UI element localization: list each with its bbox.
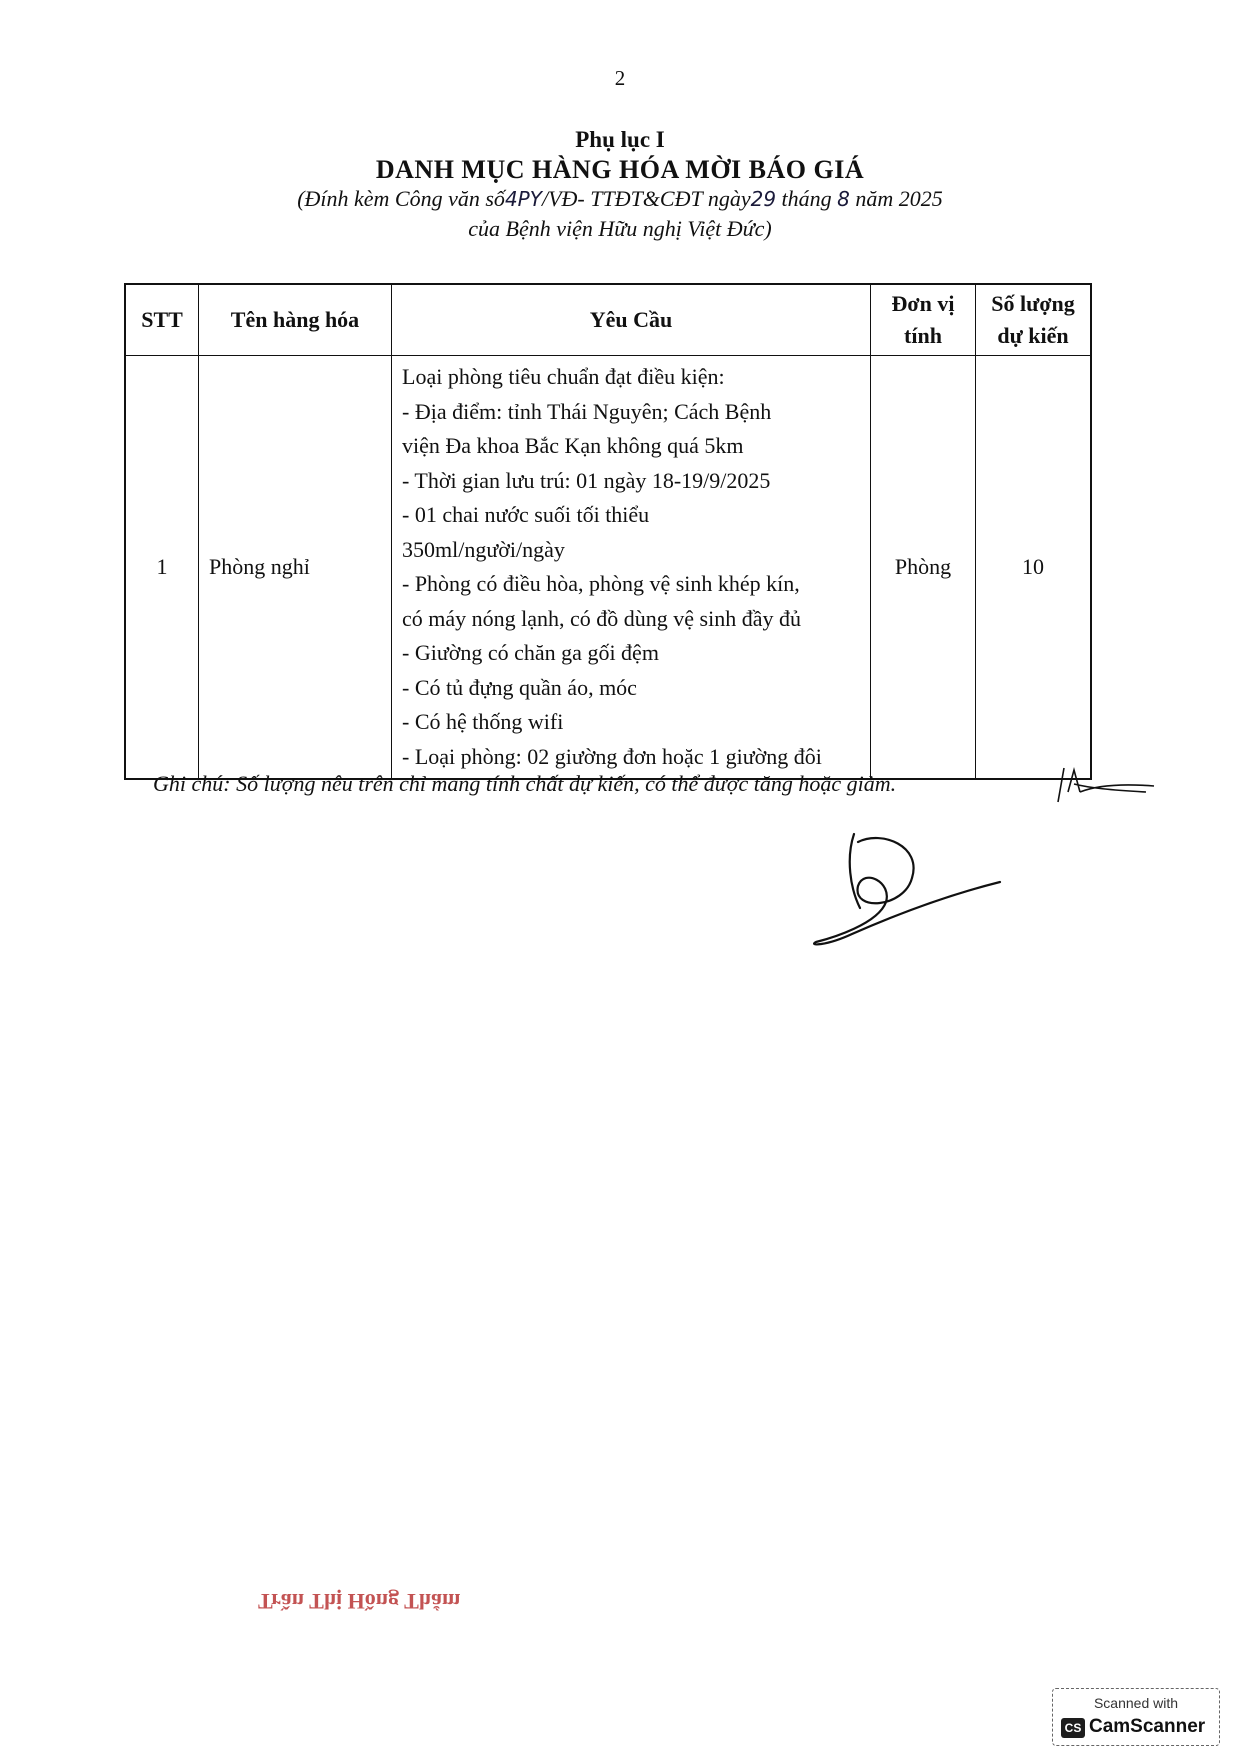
signature-icon: [812, 828, 1012, 958]
subtitle-line-2: của Bệnh viện Hữu nghị Việt Đức): [468, 216, 772, 241]
header-name: Tên hàng hóa: [199, 284, 392, 356]
cell-name: Phòng nghỉ: [199, 356, 392, 780]
requirement-line: - Giường có chăn ga gối đệm: [402, 640, 659, 665]
table-row: [125, 356, 1091, 780]
requirement-line: - Có tủ đựng quần áo, móc: [402, 674, 637, 700]
table-header-row: [125, 284, 1091, 356]
requirement-line: - 01 chai nước suối tối thiểu: [402, 502, 650, 527]
camscanner-name: CamScanner: [1089, 1716, 1206, 1737]
cell-unit: Phòng: [871, 356, 976, 780]
header-quantity: [976, 284, 1092, 356]
header-requirements: Yêu Cầu: [392, 284, 871, 356]
scanned-with-label: Scanned with: [1093, 1695, 1179, 1711]
stamp-name-text: Trần Thị Hồng Thắm: [258, 1589, 461, 1614]
subtitle-mid-1: /VĐ- TTĐT&CĐT ngày: [541, 186, 751, 211]
handwritten-day: 29: [750, 187, 777, 211]
requirement-line: - Có hệ thống wifi: [402, 709, 564, 734]
camscanner-logo-icon: CS: [1061, 1718, 1085, 1738]
requirement-line: - Thời gian lưu trú: 01 ngày 18-19/9/2025: [402, 467, 771, 493]
handwritten-doc-number: 4PY: [504, 187, 542, 211]
header-qty-line-2: dự kiến: [997, 323, 1069, 348]
cell-requirements: [392, 356, 871, 780]
cell-quantity: 10: [976, 356, 1092, 780]
requirement-line: có máy nóng lạnh, có đồ dùng vệ sinh đầy đủ: [402, 605, 801, 631]
requirement-line: - Địa điểm: tỉnh Thái Nguyên; Cách Bệnh: [402, 398, 772, 424]
page-number: 2: [614, 66, 626, 90]
subtitle-mid-2: tháng: [781, 186, 832, 211]
header-qty-line-1: Số lượng: [991, 291, 1075, 316]
initial-mark-icon: [1050, 762, 1160, 808]
requirement-line: Loại phòng tiêu chuẩn đạt điều kiện:: [402, 364, 725, 389]
header-unit-line-1: Đơn vị: [891, 291, 955, 316]
document-title: DANH MỤC HÀNG HÓA MỜI BÁO GIÁ: [375, 155, 865, 184]
header-stt: STT: [125, 284, 199, 356]
footnote: Ghi chú: Số lượng nêu trên chỉ mang tính chất dự kiến, có thể được tăng hoặc giảm.: [153, 771, 897, 796]
requirement-line: 350ml/người/ngày: [402, 536, 565, 562]
subtitle-line-1: [0, 186, 1240, 212]
appendix-label: Phụ lục I: [575, 127, 665, 152]
header-unit-line-2: tính: [904, 323, 942, 348]
camscanner-badge: [1052, 1688, 1220, 1746]
requirement-line: - Loại phòng: 02 giường đơn hoặc 1 giường đôi: [402, 743, 822, 769]
subtitle-prefix: (Đính kèm Công văn số: [297, 186, 505, 211]
cell-stt: 1: [125, 356, 199, 780]
handwritten-month: 8: [837, 187, 850, 211]
header-unit: [871, 284, 976, 356]
goods-table: [124, 283, 1092, 780]
requirement-line: - Phòng có điều hòa, phòng vệ sinh khép kín,: [402, 571, 800, 596]
requirement-line: viện Đa khoa Bắc Kạn không quá 5km: [402, 433, 744, 458]
subtitle-suffix: năm 2025: [855, 186, 943, 211]
